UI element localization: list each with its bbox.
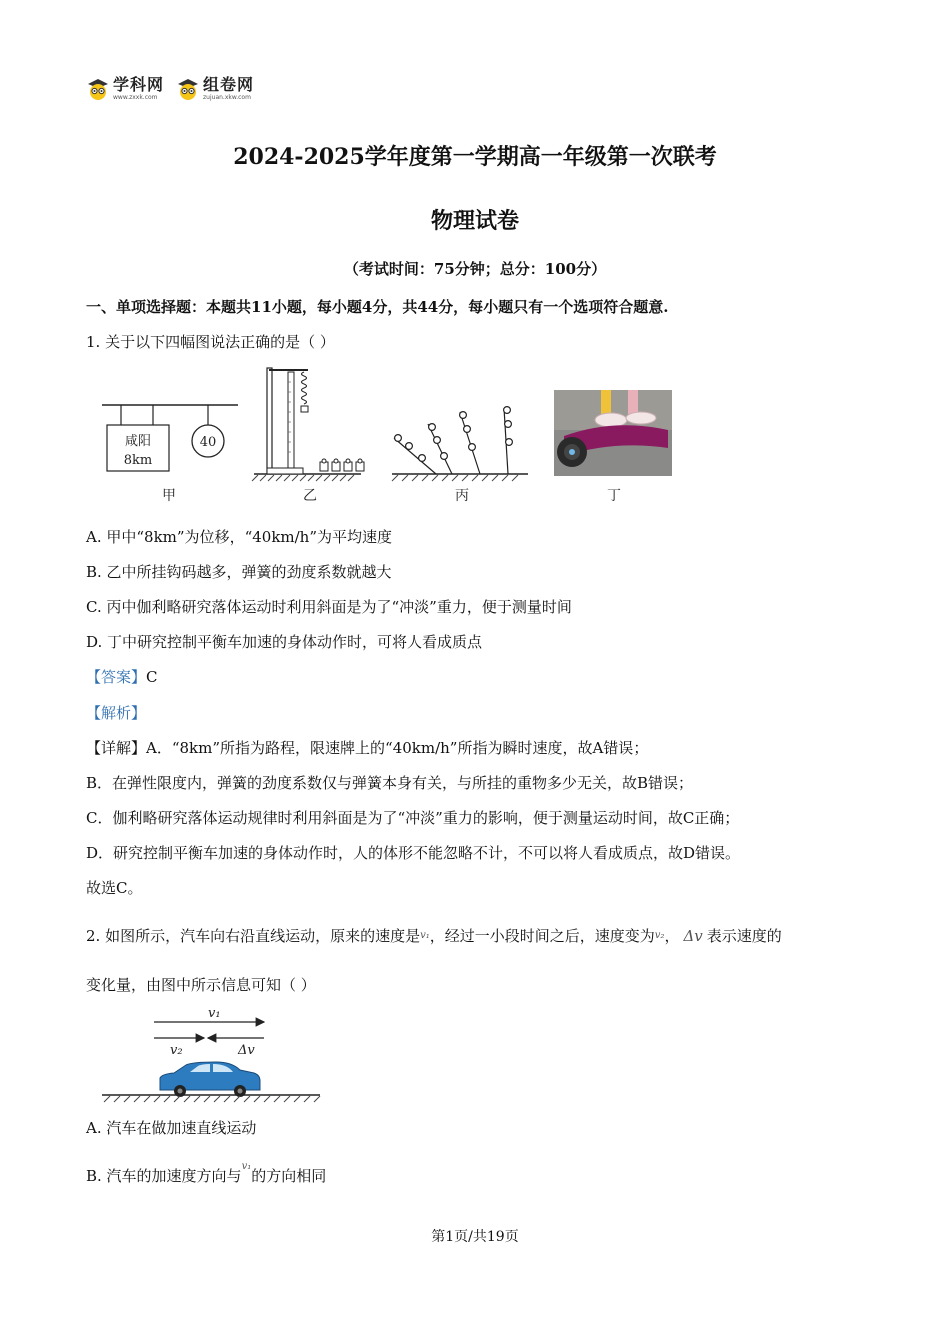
label-v1: v₁ [208,1006,221,1021]
caption-yi: 乙 [303,488,317,504]
q2-option-a[interactable]: A. 汽车在做加速直线运动 [86,1119,257,1137]
q1-conclusion: 故选C。 [86,879,143,897]
q1-option-a[interactable]: A. 甲中“8km”为位移，“40km/h”为平均速度 [86,528,393,546]
caption-ding: 丁 [607,488,621,504]
q2-stem-text: 表示速度的 [706,927,782,945]
logo-name: 组卷网 [203,75,255,94]
q2-stem-text: ， [664,927,680,945]
caption-bing: 丙 [455,488,469,504]
q2-option-b-tail: 的方向相同 [251,1167,327,1185]
section-heading: 一、单项选择题：本题共11小题，每小题4分，共44分，每小题只有一个选项符合题意. [86,298,669,316]
label-v2: v₂ [170,1043,183,1058]
q1-stem: 1. 关于以下四幅图说法正确的是（ ） [86,333,335,351]
q1-detail-a: 【详解】A．“8km”所指为路程，限速牌上的“40km/h”所指为瞬时速度，故A错误； [86,739,649,757]
answer-label: 【答案】 [86,668,147,686]
answer-value: C [146,668,158,686]
q1-detail-d: D．研究控制平衡车加速的身体动作时，人的体形不能忽略不计，不可以将人看成质点，故D错误。 [86,844,741,862]
v1-symbol: v₁ [241,1161,252,1172]
label-delta-v: Δv [238,1043,255,1058]
q1-option-d[interactable]: D. 丁中研究控制平衡车加速的身体动作时，可将人看成质点 [86,633,483,651]
zxxk-logo[interactable] [86,77,164,101]
q2-option-b[interactable] [86,1161,327,1189]
q2-figure [100,1002,330,1107]
v1-symbol: v₁ [420,930,430,941]
subject-title: 物理试卷 [430,208,519,234]
car-icon [160,1062,260,1097]
q1-detail-c: C．伽利略研究落体运动规律时利用斜面是为了“冲淡”重力的影响，便于测量运动时间，故C正确； [86,809,740,827]
q1-figure [86,362,686,507]
q1-analysis-label: 【解析】 [86,704,147,722]
sign-distance: 8km [123,453,153,468]
page-footer: 第1页/共19页 [431,1229,519,1245]
q1-option-b[interactable]: B. 乙中所挂钩码越多，弹簧的劲度系数就越大 [86,563,392,581]
logo-url: www.zxxk.com [113,94,158,101]
figure-jia [102,405,238,471]
caption-jia: 甲 [162,488,176,504]
sign-city: 咸阳 [124,434,152,449]
q2-option-b-text: B. 汽车的加速度方向与 [86,1167,242,1185]
mascot-icon [86,77,110,101]
q1-detail-b: B．在弹性限度内，弹簧的劲度系数仅与弹簧本身有关，与所挂的重物多少无关，故B错误； [86,774,694,792]
exam-info: （考试时间：75分钟；总分：100分） [343,260,607,278]
delta-v-symbol: Δv [683,927,703,945]
v2-symbol: v₂ [654,930,665,941]
mascot-icon [176,77,200,101]
figure-ding [554,390,672,476]
exam-title: 2024-2025学年度第一学期高一年级第一次联考 [233,144,717,170]
speed-limit: 40 [199,435,217,450]
zujuan-logo[interactable] [176,77,254,101]
q1-answer [86,667,158,687]
figure-bing [392,407,528,481]
q2-stem-text: 2. 如图所示，汽车向右沿直线运动，原来的速度是 [86,927,421,945]
q2-stem-text: ，经过一小段时间之后，速度变为 [429,927,655,945]
q2-stem [86,926,782,946]
q1-option-c[interactable]: C. 丙中伽利略研究落体运动时利用斜面是为了“冲淡”重力，便于测量时间 [86,598,572,616]
figure-yi [252,368,364,481]
logo-name: 学科网 [113,75,165,94]
logo-url: zujuan.xkw.com [203,94,251,101]
header-logos [86,72,254,106]
q2-stem-line2: 变化量，由图中所示信息可知（ ） [86,976,316,994]
